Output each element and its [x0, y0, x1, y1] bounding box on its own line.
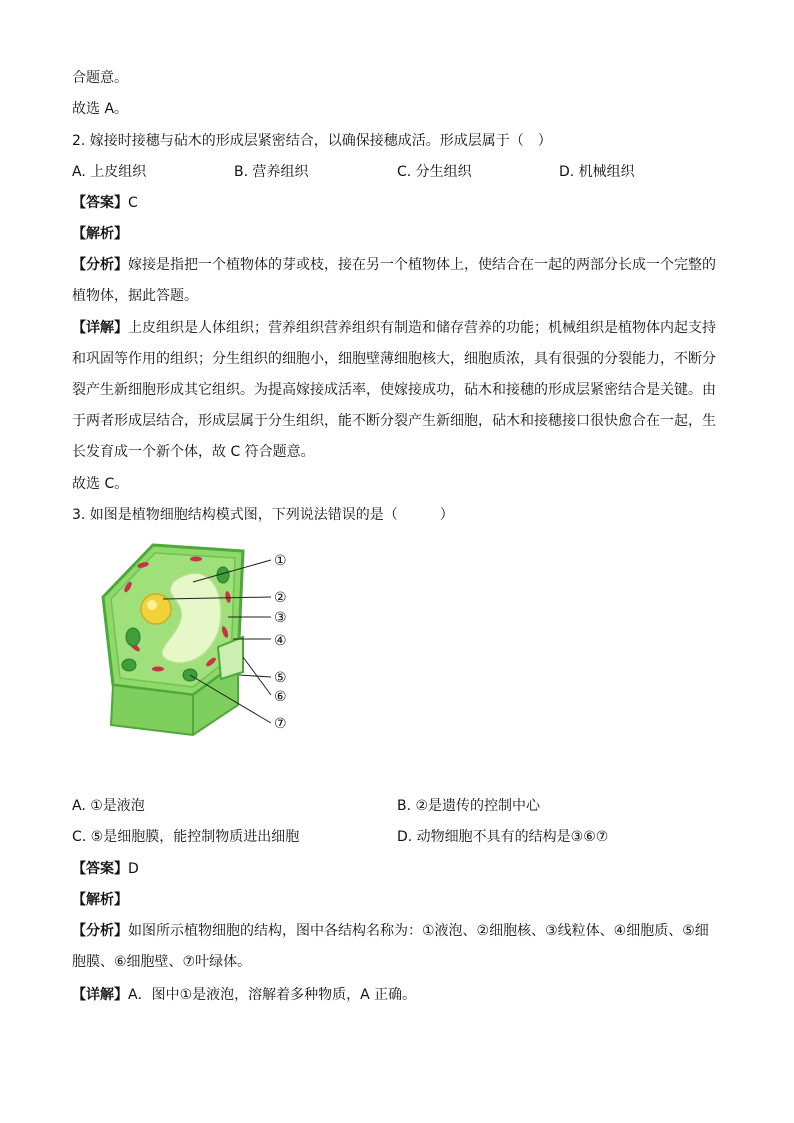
fenxi-text: 如图所示植物细胞的结构，图中各结构名称为：①液泡、②细胞核、③线粒体、④细胞质、⑤细胞膜、⑥细胞壁、⑦叶绿体。 — [72, 923, 709, 970]
nucleolus-shape — [147, 600, 157, 610]
xiangjie-tag: 【详解】 — [72, 320, 128, 336]
jiexi-tag: 【解析】 — [72, 892, 128, 908]
figure-label: ① — [274, 553, 287, 569]
q3-option-b: B. ②是遗传的控制中心 — [397, 798, 541, 814]
fenxi-tag: 【分析】 — [72, 923, 128, 939]
figure-label: ⑥ — [274, 689, 287, 705]
figure-label: ⑤ — [274, 670, 287, 686]
fenxi-tag: 【分析】 — [72, 257, 128, 273]
plant-cell-diagram — [93, 537, 303, 737]
q2-answer — [72, 193, 138, 213]
q2-option-c: C. 分生组织 — [397, 164, 472, 180]
q3-option-a: A. ①是液泡 — [72, 798, 145, 814]
xiangjie-tag: 【详解】 — [72, 987, 128, 1003]
q2-analysis — [72, 250, 722, 312]
answer-tag: 【答案】 — [72, 861, 128, 877]
q2-option-a: A. 上皮组织 — [72, 164, 147, 180]
q3-analysis — [72, 916, 722, 978]
text-line: 故选 A。 — [72, 101, 129, 117]
figure-label: ⑦ — [274, 716, 287, 732]
q3-option-c: C. ⑤是细胞膜，能控制物质进出细胞 — [72, 829, 300, 845]
figure-label: ② — [274, 590, 287, 606]
q2-detail — [72, 313, 722, 468]
q3-detail — [72, 985, 416, 1005]
question-3-stem: 3. 如图是植物细胞结构模式图，下列说法错误的是（ ） — [72, 507, 454, 523]
answer-value: C — [128, 195, 138, 211]
question-2-stem: 2. 嫁接时接穗与砧木的形成层紧密结合，以确保接穗成活。形成层属于（ ） — [72, 133, 552, 149]
xiangjie-text: 上皮组织是人体组织；营养组织营养组织有制造和储存营养的功能；机械组织是植物体内起支持和巩固等作用的组织；分生组织的细胞小，细胞壁薄细胞核大，细胞质浓，具有很强的分裂能力，不断分裂产生新细胞形成其它组织。为提高嫁接成活率，使嫁接成功，砧木和接穗的形成层紧密结合是关键。由于两者形成层结合，形成层属于分生组织，能不断分裂产生新细胞，砧木和接穗接口很快愈合在一起，生长发育成一个新个体，故 C 符合题意。 — [72, 320, 716, 460]
answer-value: D — [128, 861, 139, 877]
q2-option-d: D. 机械组织 — [559, 164, 635, 180]
q3-option-d: D. 动物细胞不具有的结构是③⑥⑦ — [397, 829, 609, 845]
answer-tag: 【答案】 — [72, 195, 128, 211]
figure-labels — [274, 553, 287, 732]
q2-option-b: B. 营养组织 — [234, 164, 309, 180]
jiexi-tag: 【解析】 — [72, 226, 128, 242]
xiangjie-text: A．图中①是液泡，溶解着多种物质，A 正确。 — [128, 987, 417, 1003]
figure-label: ③ — [274, 610, 287, 626]
fenxi-text: 嫁接是指把一个植物体的芽或枝，接在另一个植物体上，使结合在一起的两部分长成一个完整的植物体，据此答题。 — [72, 257, 716, 304]
figure-label: ④ — [274, 633, 287, 649]
text-line: 合题意。 — [72, 70, 128, 86]
q2-choose: 故选 C。 — [72, 476, 129, 492]
q3-answer — [72, 859, 139, 879]
